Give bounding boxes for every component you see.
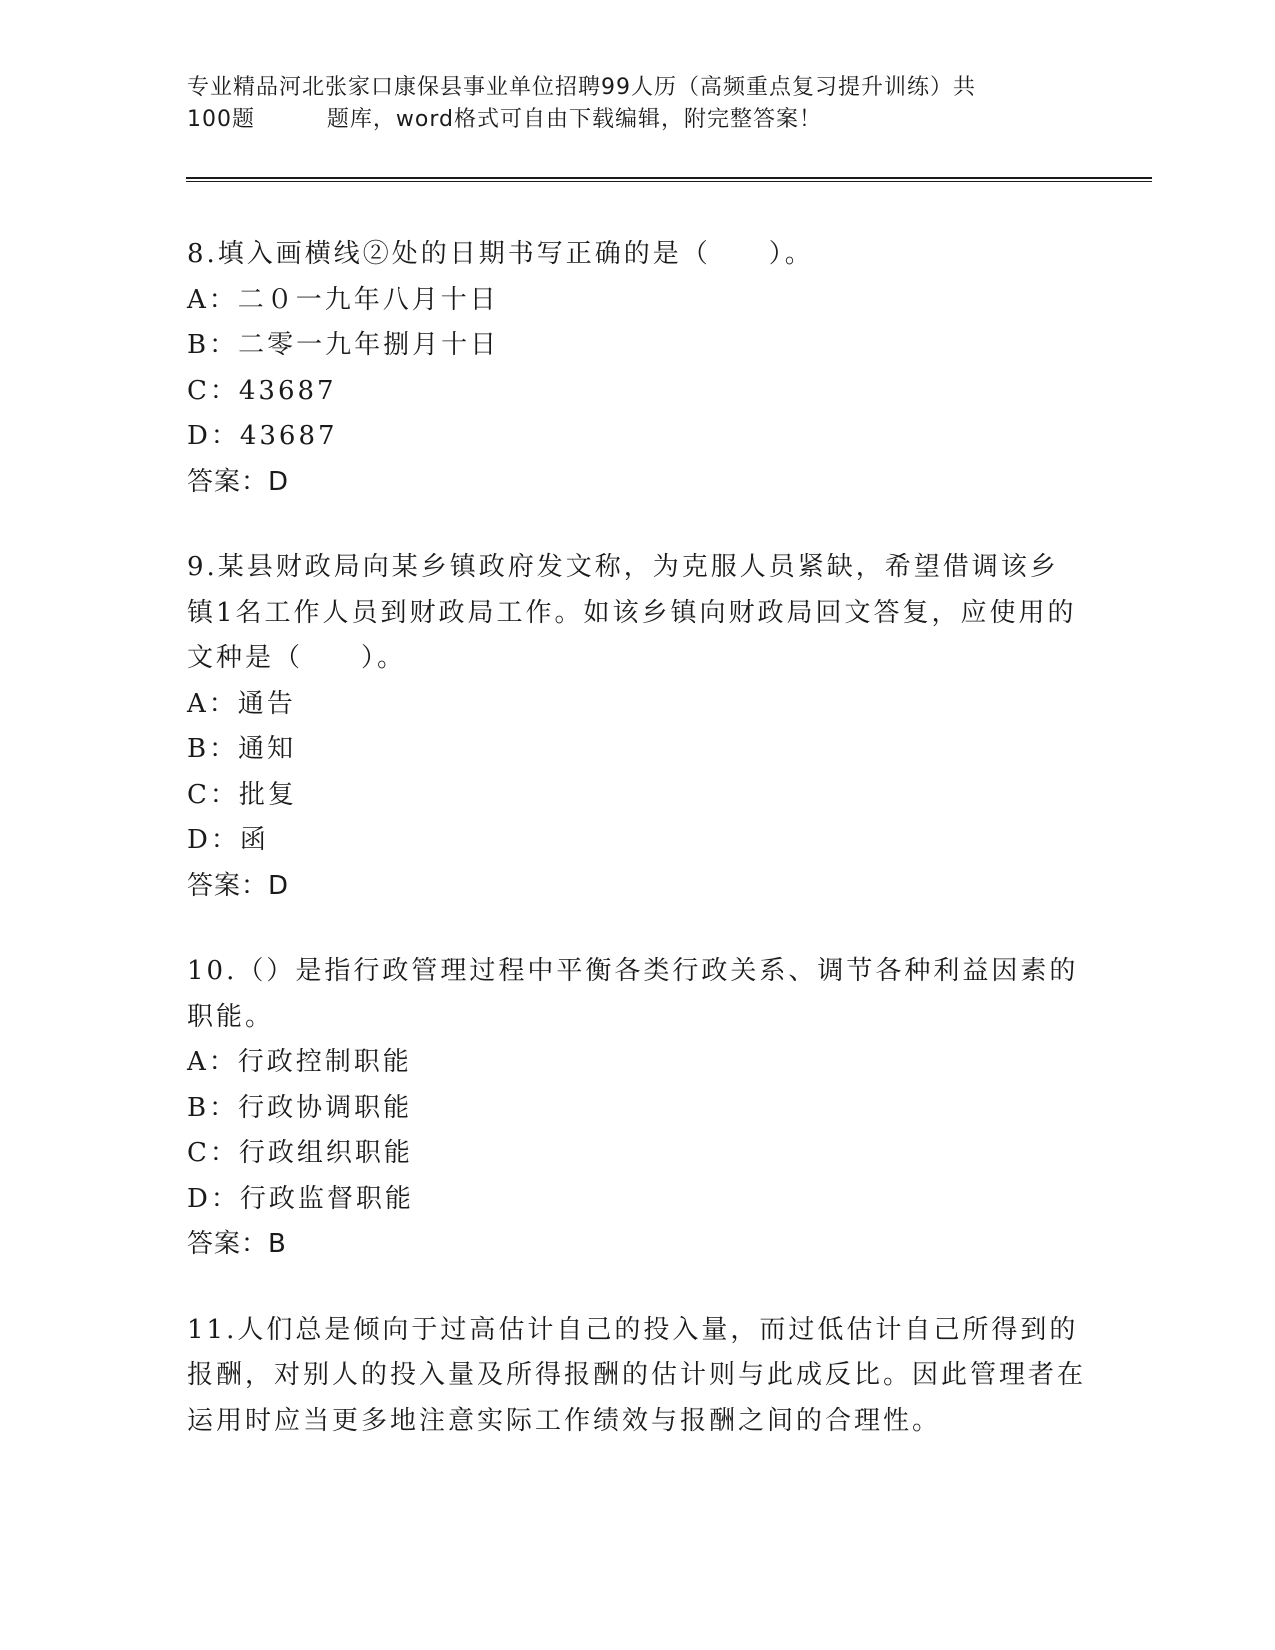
question-text: 11.人们总是倾向于过高估计自己的投入量，而过低估计自己所得到的报酬，对别人的投入量及所得报酬的估计则与此成反比。因此管理者在运用时应当更多地注意实际工作绩效与报酬之间的合理性。 [187,1314,1087,1436]
option-a: A：行政控制职能 [187,1047,412,1077]
question-11 [187,1308,1087,1445]
option-d: D：行政监督职能 [187,1183,414,1214]
question-list [187,232,1087,1484]
header-divider-thick [186,177,1152,179]
option-c: C：行政组织职能 [187,1138,413,1168]
page-header [187,72,1067,136]
option-b: B：行政协调职能 [187,1092,413,1123]
question-8 [187,232,1087,505]
answer: 答案：D [187,466,290,497]
option-d: D：函 [187,825,269,855]
answer: 答案：B [187,1229,287,1259]
option-c: C：批复 [187,779,297,810]
option-a: A：二０一九年八月十日 [187,284,499,315]
option-a: A：通告 [187,688,296,719]
option-d: D：43687 [187,421,338,451]
answer: 答案：D [187,870,290,901]
question-10 [187,949,1087,1268]
option-b: B：通知 [187,734,297,764]
question-9 [187,545,1087,909]
header-divider-thin [186,181,1152,182]
option-b: B：二零一九年捌月十日 [187,330,500,360]
option-c: C：43687 [187,375,337,406]
header-title-line1: 专业精品河北张家口康保县事业单位招聘99人历（高频重点复习提升训练）共 [187,75,976,100]
header-title-line2: 100题 题库，word格式可自由下载编辑，附完整答案！ [187,107,823,132]
question-text: 10.（）是指行政管理过程中平衡各类行政关系、调节各种利益因素的职能。 [187,956,1079,1032]
question-text: 9.某县财政局向某乡镇政府发文称，为克服人员紧缺，希望借调该乡镇1名工作人员到财政局工作。如该乡镇向财政局回文答复，应使用的文种是（ ）。 [187,552,1077,673]
question-text: 8.填入画横线②处的日期书写正确的是（ ）。 [187,239,814,269]
